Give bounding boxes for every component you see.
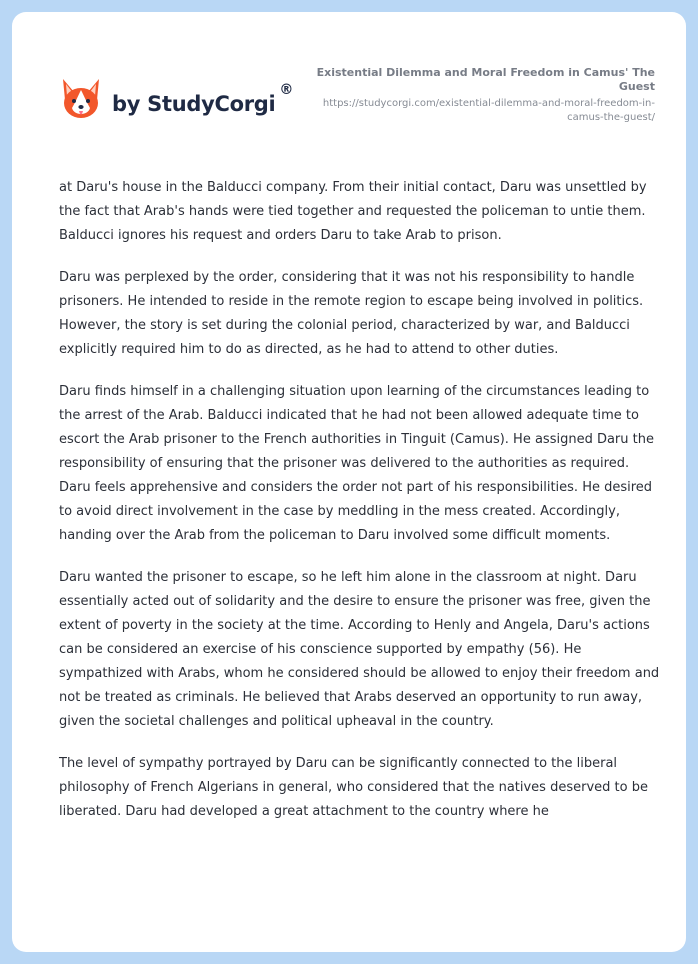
paragraph: Daru finds himself in a challenging situation upon learning of the circumstances leading to the arrest of the Arab. Balducci indicated that he had not been allowed adequate time to escort the Arab prisoner to the French authorities in Tinguit (Camus). He assigned Daru the responsibility of ensuring that the prisoner was delivered to the authorities as required. Daru feels apprehensive and considers the order not part of his responsibilities. He desired to avoid direct involvement in the case by meddling in the mess created. Accordingly, handing over the Arab from the policeman to Daru involved some difficult moments. <box>59 384 654 543</box>
document-url[interactable]: https://studycorgi.com/existential-dilemma-and-moral-freedom-in-camus-the-guest/ <box>322 98 655 123</box>
document-title: Existential Dilemma and Moral Freedom in Camus' The Guest <box>316 66 655 93</box>
document-header <box>315 66 655 124</box>
corgi-logo-icon <box>60 76 102 124</box>
brand-name: by StudyCorgi <box>112 92 276 116</box>
paragraph: Daru was perplexed by the order, considering that it was not his responsibility to handle prisoners. He intended to reside in the remote region to escape being involved in politics. However, the story is set during the colonial period, characterized by war, and Balducci explicitly required him to do as directed, as he had to attend to other duties. <box>59 270 644 357</box>
paragraph: at Daru's house in the Balducci company. From their initial contact, Daru was unsettled by the fact that Arab's hands were tied together and requested the policeman to untie them. Balducci ignores his request and orders Daru to take Arab to prison. <box>59 180 647 243</box>
paragraph: The level of sympathy portrayed by Daru can be significantly connected to the liberal philosophy of French Algerians in general, who considered that the natives deserved to be liberated. Daru had developed a great attachment to the country where he <box>59 756 648 819</box>
studycorgi-logo[interactable] <box>60 76 293 124</box>
document-body <box>59 176 663 842</box>
paragraph: Daru wanted the prisoner to escape, so he left him alone in the classroom at night. Daru essentially acted out of solidarity and the desire to ensure the prisoner was free, given the extent of poverty in the society at the time. According to Henly and Angela, Daru's actions can be considered an exercise of his conscience supported by empathy (56). He sympathized with Arabs, whom he considered should be allowed to enjoy their freedom and not be treated as criminals. He believed that Arabs deserved an opportunity to run away, given the societal challenges and political upheaval in the country. <box>59 570 660 729</box>
document-page <box>12 12 686 952</box>
registered-mark: ® <box>279 82 294 98</box>
